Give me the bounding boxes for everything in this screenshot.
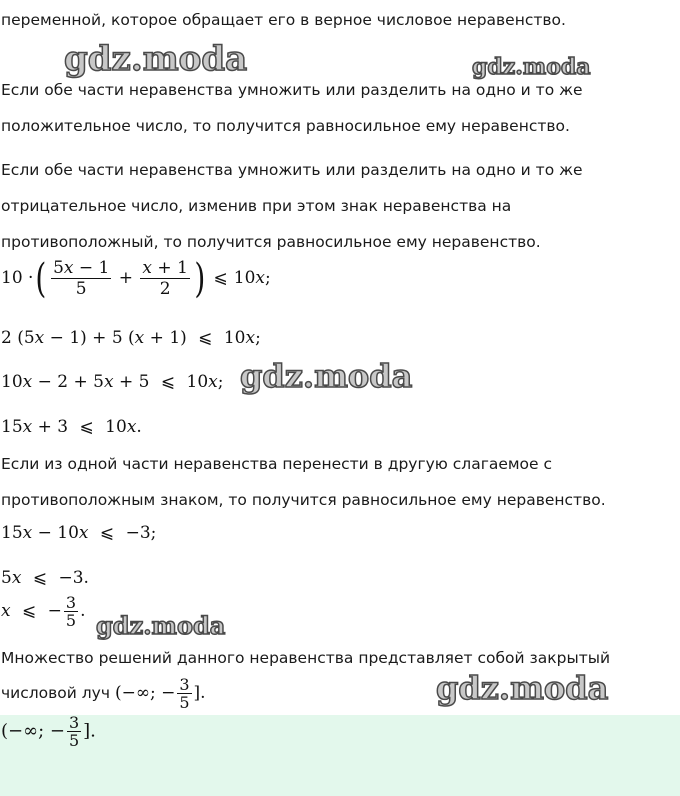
text-line: положительное число, то получится равносильное ему неравенство. (1, 117, 570, 135)
math-step-6: 5x ⩽ −3. (1, 568, 89, 588)
interval-inline: (−∞; − $\frac{3}{5}$ ]. (114, 675, 206, 712)
answer-box (0, 715, 680, 796)
math-step-4: 15x + 3 ⩽ 10x. (1, 417, 142, 437)
watermark: gdz.moda (96, 611, 226, 640)
math-step-5: 15x − 10x ⩽ −3; (1, 523, 157, 543)
watermark: gdz.moda (436, 669, 609, 707)
watermark: gdz.moda (64, 39, 248, 79)
watermark: gdz.moda (240, 357, 413, 395)
text-line: Если обе части неравенства умножить или разделить на одно и то же (1, 81, 583, 99)
text-line: отрицательное число, изменив при этом знак неравенства на (1, 197, 512, 215)
answer: (−∞; − $\frac{3}{5}$ ]. (1, 713, 96, 750)
text-line: Если обе части неравенства умножить или разделить на одно и то же (1, 161, 583, 179)
text-line: числовой луч (1, 684, 110, 702)
text-line: Множество решений данного неравенства представляет собой закрытый (1, 649, 611, 667)
text-line: Если из одной части неравенства перенести в другую слагаемое с (1, 455, 553, 473)
math-step-3: 10x − 2 + 5x + 5 ⩽ 10x; (1, 372, 224, 392)
watermark: gdz.moda (472, 54, 591, 80)
math-step-1: 10 ·( $\frac{5x - 1}{5}$ + $\frac{x + 1}{2}$ ) ⩽ 10x; (1, 255, 271, 302)
text-line: противоположный, то получится равносильное ему неравенство. (1, 233, 541, 251)
math-step-2: 2 (5x − 1) + 5 (x + 1) ⩽ 10x; (1, 328, 261, 348)
text-line: переменной, которое обращает его в верное числовое неравенство. (1, 11, 566, 29)
text-line: противоположным знаком, то получится равносильное ему неравенство. (1, 491, 606, 509)
math-step-7: x ⩽ − $\frac{3}{5}$ . (1, 593, 86, 630)
conclusion-line-2 (1, 668, 206, 718)
